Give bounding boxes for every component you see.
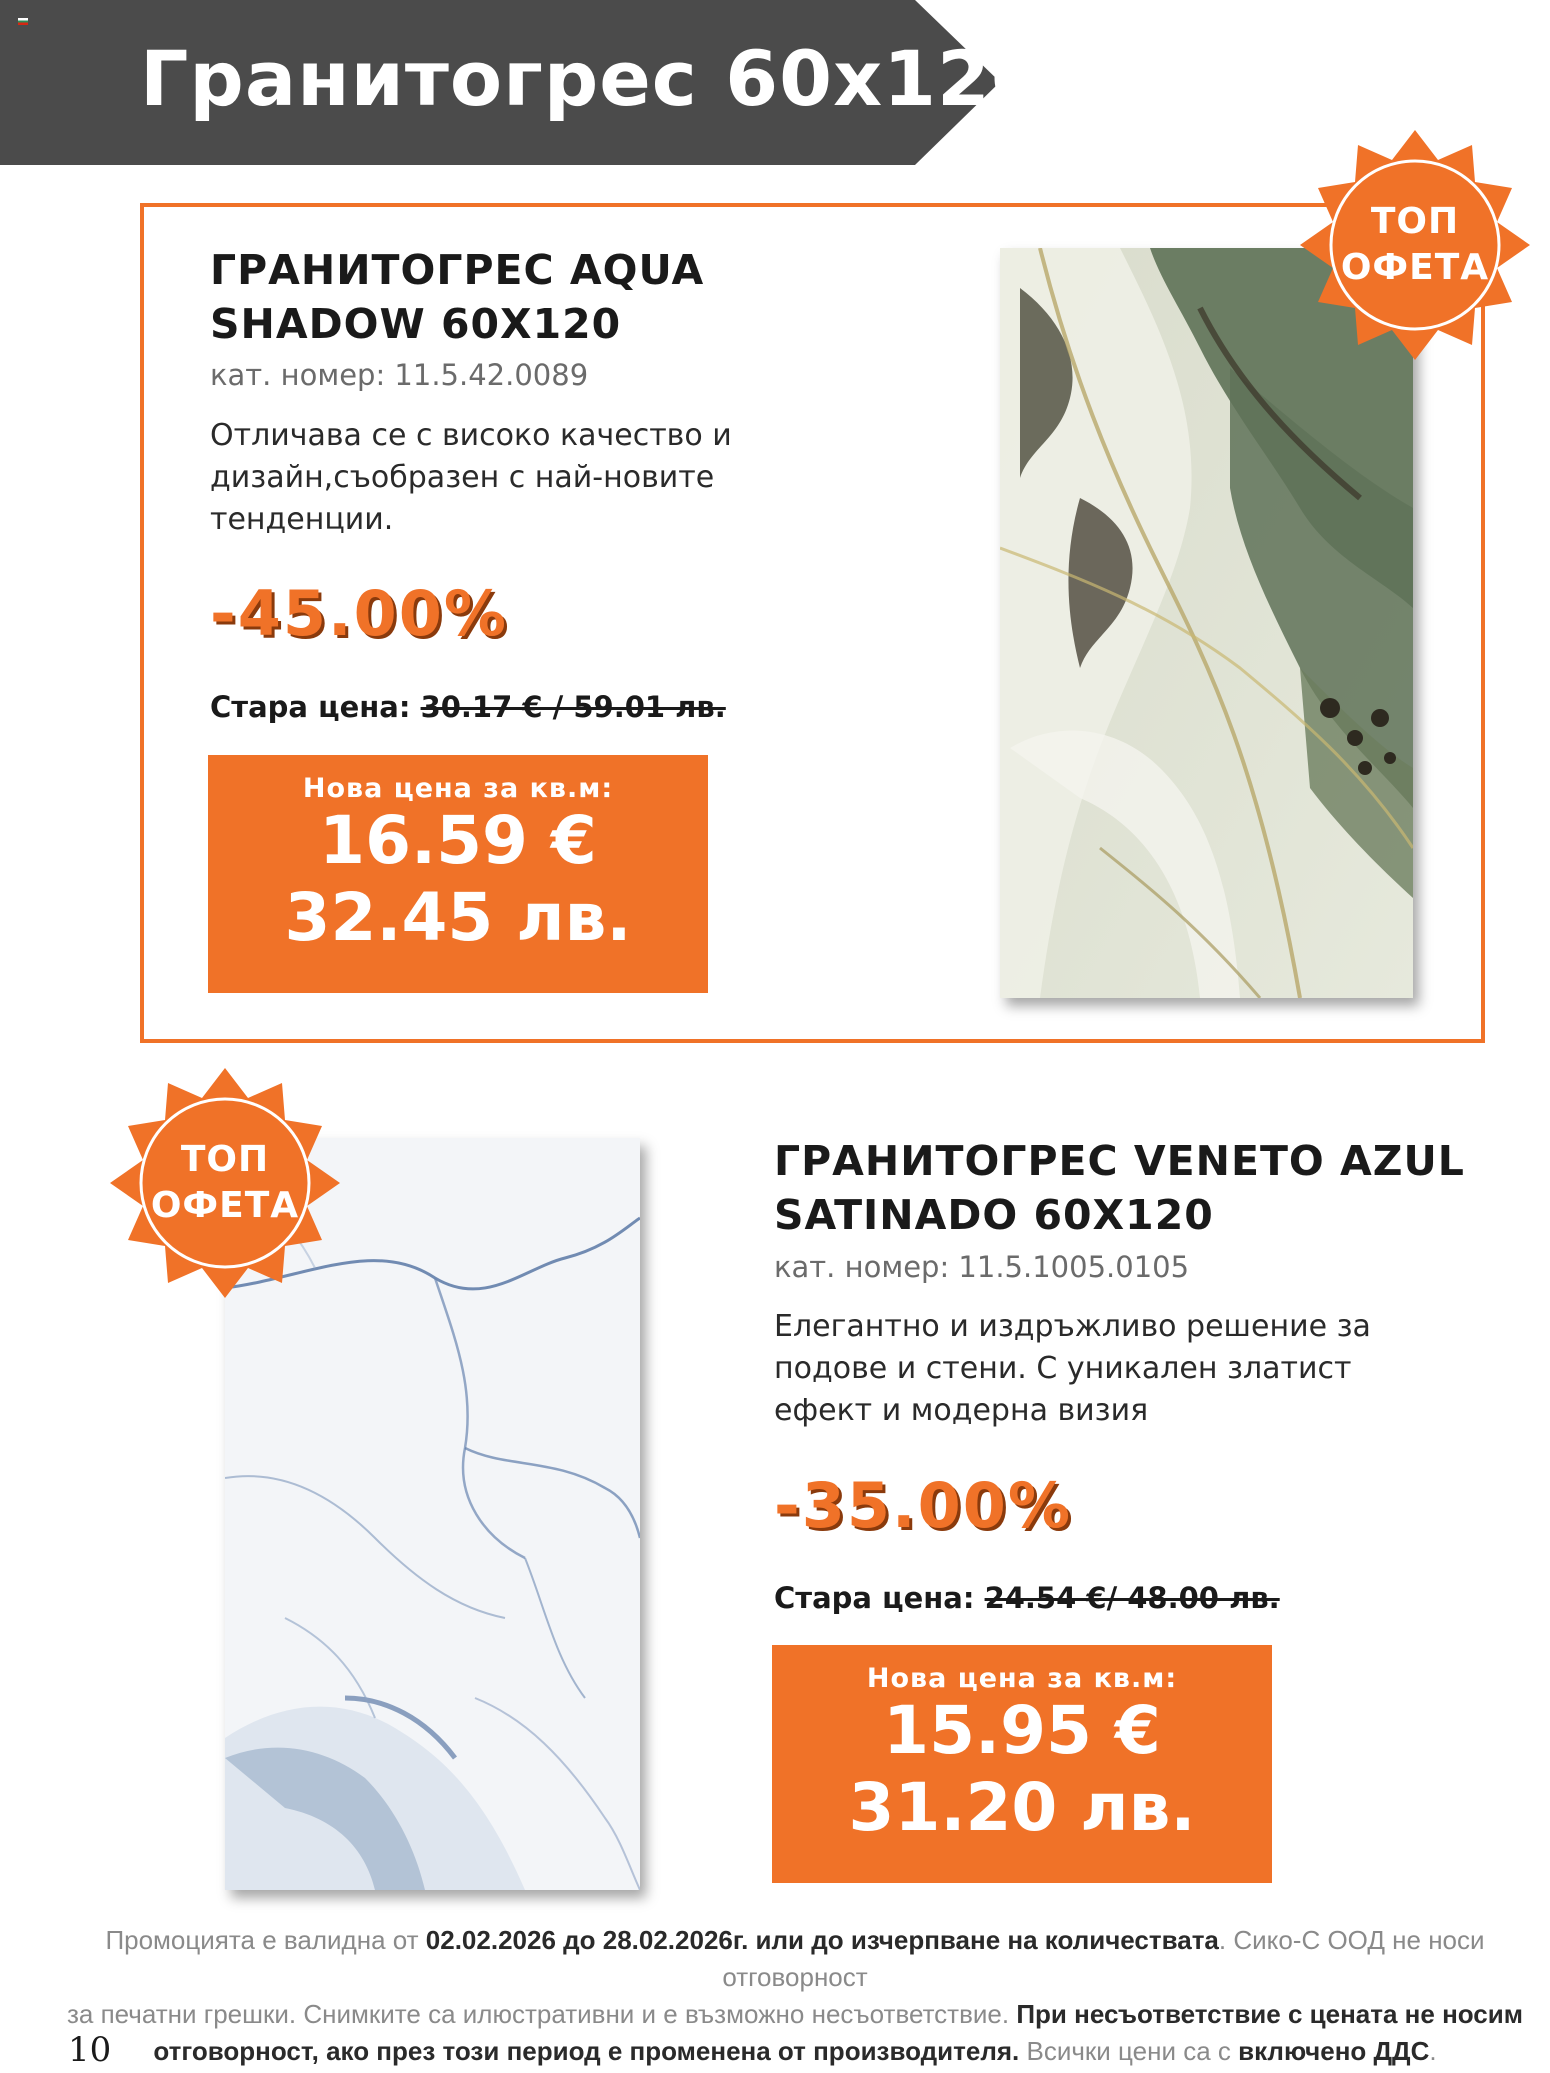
- footer-line-2: [40, 1996, 1550, 2033]
- footer-text-bold: отговорност, ако през този период е променена от производителя.: [153, 2036, 1020, 2066]
- old-price: [774, 1581, 1280, 1615]
- footer-text-bold: При несъответствие с цената не носим: [1016, 1999, 1523, 2029]
- description-line: Елегантно и издръжливо решение за: [774, 1309, 1371, 1344]
- description-line: тенденции.: [210, 502, 394, 537]
- top-offer-badge: [1300, 130, 1530, 360]
- product-description: [774, 1306, 1371, 1432]
- product-title-line: SHADOW 60X120: [210, 300, 622, 348]
- product-title-aqua-shadow: [210, 243, 704, 351]
- footer-text: .: [1429, 2036, 1437, 2066]
- old-price-value: 30.17 € / 59.01 лв.: [420, 690, 726, 724]
- product-title-line: SATINADO 60X120: [774, 1191, 1214, 1239]
- footer-line-3: [40, 2033, 1550, 2070]
- discount-badge: -35.00%: [774, 1469, 1072, 1542]
- new-price-box: [208, 755, 708, 993]
- footer-text-bold: включено ДДС: [1238, 2036, 1430, 2066]
- description-line: ефект и модерна визия: [774, 1393, 1149, 1428]
- description-line: Отличава се с високо качество и: [210, 418, 732, 453]
- footer-disclaimer: [40, 1922, 1550, 2070]
- new-price-bgn: 31.20 лв.: [848, 1769, 1196, 1846]
- footer-text: за печатни грешки. Снимките са илюстративни и е възможно несъответствие.: [67, 1999, 1017, 2029]
- product-code: кат. номер: 11.5.1005.0105: [774, 1250, 1190, 1284]
- badge-line: ОФЕТА: [150, 1185, 300, 1226]
- top-offer-badge: [110, 1068, 340, 1298]
- product-title-line: ГРАНИТОГРЕС AQUA: [210, 246, 705, 294]
- footer-text: . Сико-С ООД не носи отговорност: [722, 1925, 1485, 1992]
- badge-line: ОФЕТА: [1340, 247, 1490, 288]
- footer-text-bold: 02.02.2026 до 28.02.2026г. или до изчерпване на количествата: [425, 1925, 1219, 1955]
- new-price-label: Нова цена за кв.м:: [866, 1663, 1178, 1694]
- new-price-box: [772, 1645, 1272, 1883]
- footer-line-1: [40, 1922, 1550, 1996]
- old-price: [210, 690, 726, 724]
- description-line: подове и стени. С уникален златист: [774, 1351, 1352, 1386]
- page-number: 10: [68, 2030, 112, 2070]
- old-price-label: Стара цена:: [774, 1581, 975, 1615]
- new-price-eur: 15.95 €: [883, 1692, 1161, 1769]
- new-price-bgn: 32.45 лв.: [284, 879, 632, 956]
- page-title: Гранитогрес 60x120: [140, 34, 1045, 123]
- new-price-label: Нова цена за кв.м:: [302, 773, 614, 804]
- product-title-veneto-azul: [774, 1134, 1465, 1242]
- footer-text: Промоцията е валидна от: [105, 1925, 426, 1955]
- badge-line: ТОП: [180, 1139, 270, 1180]
- old-price-value: 24.54 €/ 48.00 лв.: [984, 1581, 1280, 1615]
- product-title-line: ГРАНИТОГРЕС VENETO AZUL: [774, 1137, 1465, 1185]
- product-description: [210, 415, 732, 541]
- flag-icon: [18, 18, 28, 25]
- old-price-label: Стара цена:: [210, 690, 411, 724]
- badge-line: ТОП: [1370, 201, 1460, 242]
- description-line: дизайн,съобразен с най-новите: [210, 460, 715, 495]
- product-code: кат. номер: 11.5.42.0089: [210, 358, 589, 392]
- new-price-eur: 16.59 €: [319, 802, 597, 879]
- footer-text: Всички цени са с: [1019, 2036, 1239, 2066]
- discount-badge: -45.00%: [210, 577, 508, 650]
- product-image-aqua-shadow: [1000, 248, 1413, 998]
